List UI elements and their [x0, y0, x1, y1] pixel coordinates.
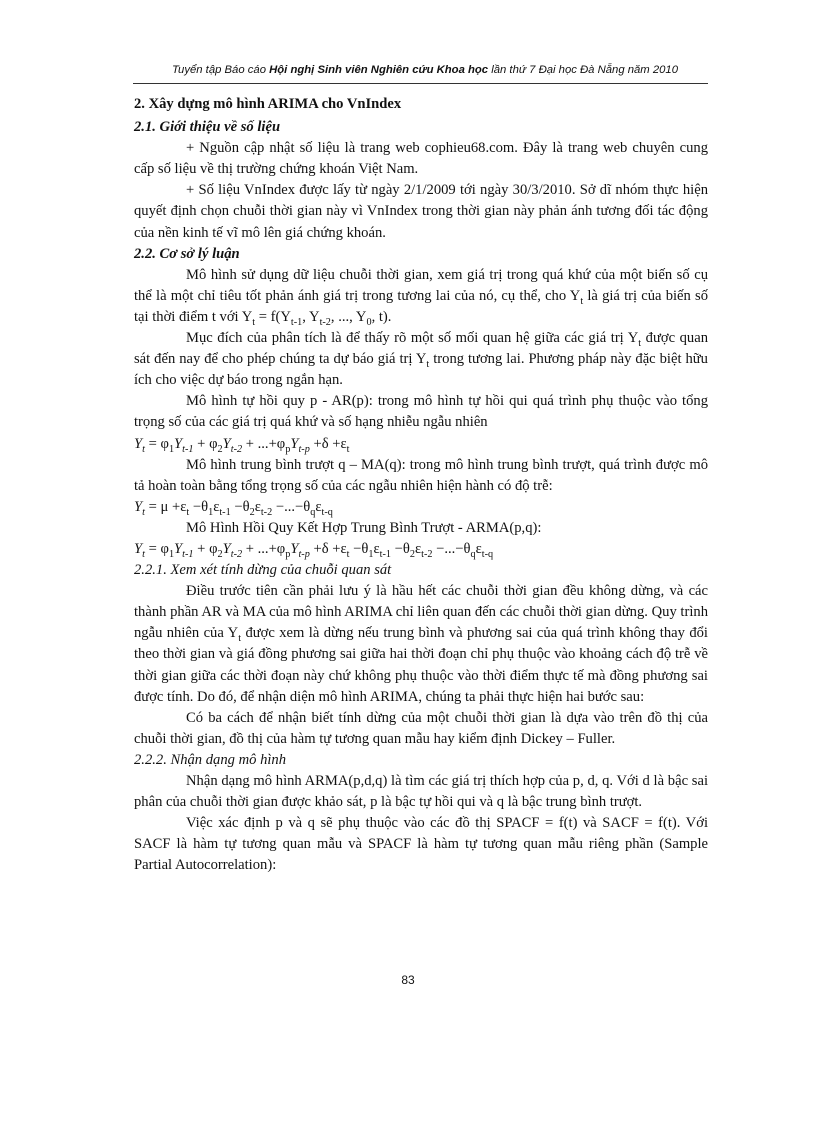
subsection-title-2-2-1: 2.2.1. Xem xét tính dừng của chuỗi quan sát	[134, 562, 392, 579]
paragraph: + Nguồn cập nhật số liệu là trang web cophieu68.com. Đây là trang web chuyên cung cấp số liệu về thị trường chứng khoán Việt Nam.	[134, 140, 708, 178]
paragraph: Mô hình sử dụng dữ liệu chuỗi thời gian, xem giá trị trong quá khứ của một biến số cụ thể là một chỉ tiêu tốt phản ánh giá trị trong tương lai của nó, cụ thể, cho $Y_t$ là giá trị của biến số tại thời điểm t với $Y_t = f(Y_{t-1}$, $Y_{t-2}$, ..., $Y_0$, t).	[134, 266, 708, 328]
subsection-title-2-2: 2.2. Cơ sở lý luận	[134, 245, 240, 262]
equation-ar: $Y_t = \varphi_1Y_{t-1} + \varphi_2Y_{t-2} + ...+\varphi_pY_{t-p} +\delta +\varepsilon_t$	[134, 435, 350, 455]
paragraph: Nhận dạng mô hình ARMA(p,d,q) là tìm các giá trị thích hợp của p, d, q. Với d là bậc sai phân của chuỗi thời gian được khảo sát, p là bậc tự hồi qui và q là bậc trung bình trượt.	[134, 773, 708, 811]
paragraph-ar: Mô hình tự hồi quy p - AR(p): trong mô hình tự hồi qui quá trình phụ thuộc vào tổng trọng số của các giá trị quá khứ và số hạng nhiễu ngẫu nhiên	[134, 393, 708, 431]
subsection-title-2-1: 2.1. Giới thiệu về số liệu	[134, 119, 281, 136]
equation-ma: $Y_t = \mu +\varepsilon_t -\theta_1\varepsilon_{t-1} -\theta_2\varepsilon_{t-2} -...-\theta_q\varepsilon_{t-q}$	[134, 498, 333, 518]
equation-arma: $Y_t = \varphi_1Y_{t-1} + \varphi_2Y_{t-2} + ...+\varphi_pY_{t-p} +\delta +\varepsilon_t -\theta_1\varepsilon_{t-1} -\theta_2\varepsilon_{t-2} -...-\theta_q\varepsilon_{t-q}$	[134, 540, 494, 560]
header-rule	[133, 83, 708, 84]
paragraph: Việc xác định p và q sẽ phụ thuộc vào các đồ thị SPACF = f(t) và SACF = f(t). Với SACF là hàm tự tương quan mẫu và SPACF là hàm tự tương quan mẫu riêng phần (Sample Partial Autocorrelation):	[134, 815, 708, 874]
paragraph-ma: Mô hình trung bình trượt q – MA(q): trong mô hình trung bình trượt, quá trình được mô tả hoàn toàn bằng tổng trọng số của các ngẫu nhiên hiện hành có độ trễ:	[134, 456, 708, 494]
subsection-title-2-2-2: 2.2.2. Nhận dạng mô hình	[134, 751, 287, 768]
paragraph: Mục đích của phân tích là để thấy rõ một số mối quan hệ giữa các giá trị $Y_t$ được quan sát đến nay để cho phép chúng ta dự báo giá trị $Y_t$ trong tương lai. Phương pháp này đặc biệt hữu ích cho việc dự báo trong ngắn hạn.	[134, 330, 708, 389]
running-header: Tuyển tập Báo cáo Hội nghị Sinh viên Nghiên cứu Khoa học lần thứ 7 Đại học Đà Nẵng năm 2010	[171, 64, 678, 76]
paragraph: Có ba cách để nhận biết tính dừng của một chuỗi thời gian là dựa vào trên đồ thị của chuỗi thời gian, đồ thị của hàm tự tương quan mẫu hay kiểm định Dickey – Fuller.	[134, 709, 708, 747]
page-number: 83	[401, 973, 415, 987]
section-title: 2. Xây dựng mô hình ARIMA cho VnIndex	[134, 96, 402, 112]
page-body	[134, 94, 708, 876]
paragraph-arma: Mô Hình Hồi Quy Kết Hợp Trung Bình Trượt - ARMA(p,q):	[186, 519, 542, 536]
paragraph: Điều trước tiên cần phải lưu ý là hầu hết các chuỗi thời gian đều không dừng, và các thành phần AR và MA của mô hình ARIMA chỉ liên quan đến các chuỗi thời gian dừng. Quy trình ngẫu nhiên của $Y_t$ được xem là dừng nếu trung bình và phương sai của quá trình không thay đổi theo thời gian và giá đồng phương sai giữa hai thời đoạn chỉ phụ thuộc vào khoảng cách độ trễ về thời gian giữa các thời đoạn này chứ không phụ thuộc vào thời điểm thực tế mà đồng phương sai được tính. Do đó, để nhận diện mô hình ARIMA, chúng ta phải thực hiện hai bước sau:	[134, 583, 708, 705]
paragraph: + Số liệu VnIndex được lấy từ ngày 2/1/2009 tới ngày 30/3/2010. Sở dĩ nhóm thực hiện quyết định chọn chuỗi thời gian này vì VnIndex trong thời gian này phản ánh tương đối tác động của nền kinh tế vĩ mô lên giá chứng khoán.	[134, 182, 708, 241]
